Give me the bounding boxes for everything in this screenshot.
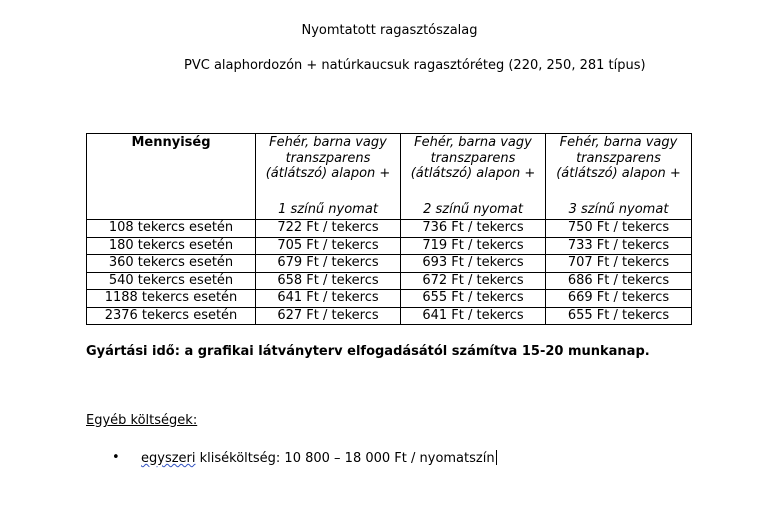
- table-cell: 641 Ft / tekercs: [401, 307, 546, 325]
- table-cell: 108 tekercs esetén: [87, 220, 256, 238]
- production-time-note: Gyártási idő: a grafikai látványterv elfogadásától számítva 15-20 munkanap.: [86, 344, 650, 359]
- document-title: Nyomtatott ragasztószalag: [301, 23, 478, 38]
- header-3-color-bottom: 3 színű nyomat: [568, 202, 669, 217]
- table-cell: 641 Ft / tekercs: [256, 290, 401, 308]
- table-cell: 655 Ft / tekercs: [401, 290, 546, 308]
- header-3-color: [546, 134, 692, 220]
- document-subtitle: PVC alaphordozón + natúrkaucsuk ragasztóréteg (220, 250, 281 típus): [184, 58, 646, 73]
- bullet-item-text: kliséköltség: 10 800 – 18 000 Ft / nyomatszín: [195, 451, 495, 466]
- table-row: [87, 237, 692, 255]
- table-row: [87, 290, 692, 308]
- table-row: [87, 272, 692, 290]
- text-cursor: [496, 450, 497, 465]
- table-row: [87, 307, 692, 325]
- table-cell: 679 Ft / tekercs: [256, 255, 401, 273]
- other-costs-heading: Egyéb költségek:: [86, 413, 198, 428]
- table-cell: 658 Ft / tekercs: [256, 272, 401, 290]
- bullet-icon: •: [112, 450, 120, 465]
- header-quantity-label: Mennyiség: [131, 135, 211, 150]
- table-cell: 540 tekercs esetén: [87, 272, 256, 290]
- table-cell: 360 tekercs esetén: [87, 255, 256, 273]
- header-3-color-top: Fehér, barna vagy transzparens (átlátszó) alapon +: [556, 135, 681, 181]
- table-cell: 722 Ft / tekercs: [256, 220, 401, 238]
- table-cell: 733 Ft / tekercs: [546, 237, 692, 255]
- table-row: [87, 220, 692, 238]
- header-1-color: [256, 134, 401, 220]
- table-row: [87, 255, 692, 273]
- header-2-color-bottom: 2 színű nyomat: [423, 202, 523, 217]
- header-1-color-top: Fehér, barna vagy transzparens (átlátszó) alapon +: [265, 135, 391, 181]
- spellcheck-flagged-word[interactable]: egyszeri: [141, 451, 196, 466]
- table-cell: 1188 tekercs esetén: [87, 290, 256, 308]
- header-2-color: [401, 134, 546, 220]
- bullet-item[interactable]: [141, 450, 497, 466]
- header-quantity: [87, 134, 256, 220]
- header-1-color-bottom: 1 színű nyomat: [278, 202, 378, 217]
- table-cell: 705 Ft / tekercs: [256, 237, 401, 255]
- price-table: [86, 133, 692, 325]
- table-cell: 655 Ft / tekercs: [546, 307, 692, 325]
- table-header-row: [87, 134, 692, 220]
- table-cell: 707 Ft / tekercs: [546, 255, 692, 273]
- table-cell: 750 Ft / tekercs: [546, 220, 692, 238]
- table-cell: 686 Ft / tekercs: [546, 272, 692, 290]
- header-2-color-top: Fehér, barna vagy transzparens (átlátszó) alapon +: [410, 135, 536, 181]
- table-cell: 669 Ft / tekercs: [546, 290, 692, 308]
- table-cell: 672 Ft / tekercs: [401, 272, 546, 290]
- table-cell: 180 tekercs esetén: [87, 237, 256, 255]
- table-cell: 627 Ft / tekercs: [256, 307, 401, 325]
- table-cell: 736 Ft / tekercs: [401, 220, 546, 238]
- table-cell: 2376 tekercs esetén: [87, 307, 256, 325]
- table-cell: 719 Ft / tekercs: [401, 237, 546, 255]
- table-cell: 693 Ft / tekercs: [401, 255, 546, 273]
